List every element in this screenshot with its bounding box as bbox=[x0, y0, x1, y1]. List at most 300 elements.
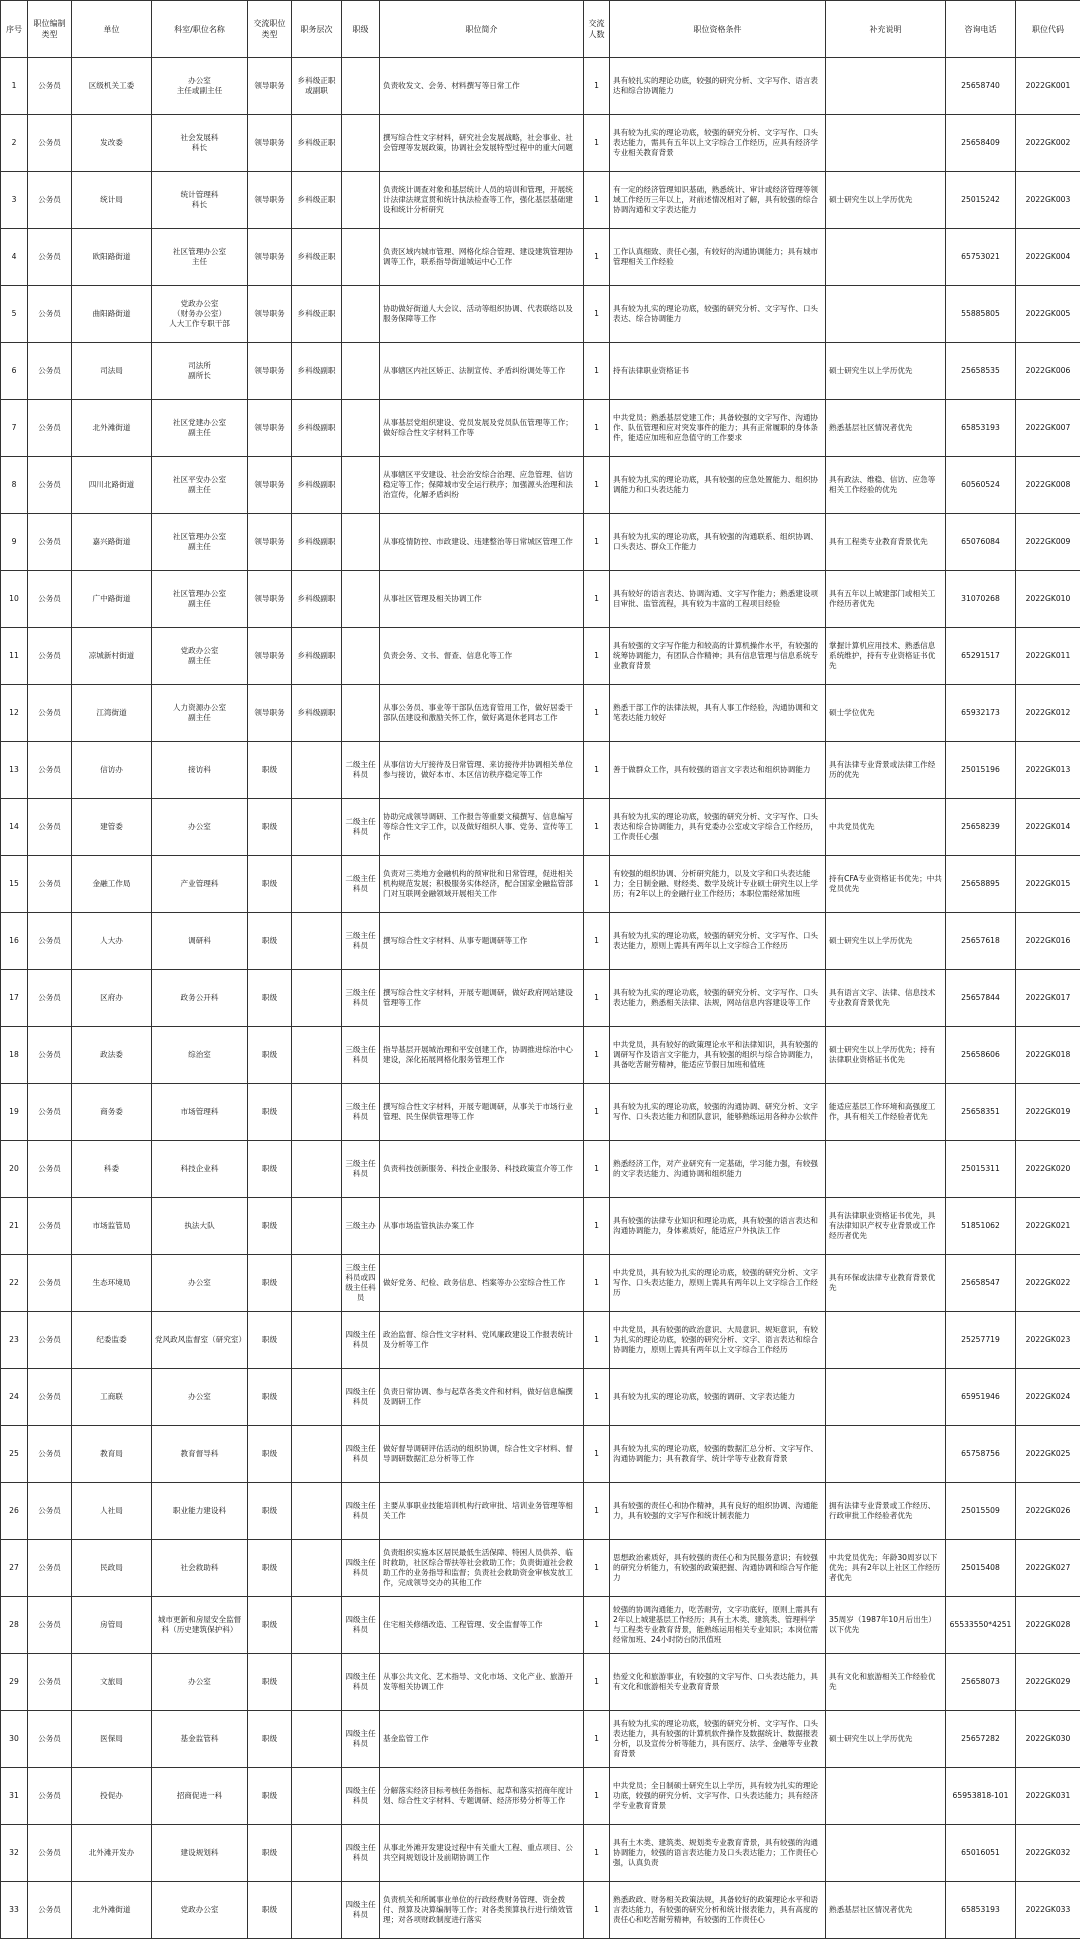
cell-intro: 撰写综合性文字材料，开展专题调研，做好政府网站建设管理等工作 bbox=[380, 970, 584, 1027]
cell-code: 2022GK028 bbox=[1016, 1597, 1080, 1654]
cell-count: 1 bbox=[584, 172, 610, 229]
cell-code: 2022GK015 bbox=[1016, 856, 1080, 913]
cell-post-type: 职级 bbox=[248, 1141, 292, 1198]
cell-post: 党政办公室 副主任 bbox=[152, 628, 248, 685]
table-body bbox=[1, 58, 1080, 1939]
cell-intro: 从事北外滩开发建设过程中有关重大工程、重点项目、公共空间规划设计及前期协调工作 bbox=[380, 1825, 584, 1882]
table-row bbox=[1, 1654, 1080, 1711]
cell-type: 公务员 bbox=[28, 1540, 72, 1597]
cell-phone: 25658895 bbox=[946, 856, 1016, 913]
cell-count: 1 bbox=[584, 856, 610, 913]
cell-unit: 广中路街道 bbox=[72, 571, 152, 628]
cell-level bbox=[292, 1426, 342, 1483]
cell-note: 中共党员优先；年龄30周岁以下优先；具有2年以上社区工作经历者优先 bbox=[826, 1540, 946, 1597]
header-code: 职位代码 bbox=[1016, 1, 1080, 58]
cell-type: 公务员 bbox=[28, 1141, 72, 1198]
cell-phone: 51851062 bbox=[946, 1198, 1016, 1255]
table-row bbox=[1, 1540, 1080, 1597]
cell-grade: 三级主任科员 bbox=[342, 913, 380, 970]
cell-grade: 四级主任科员 bbox=[342, 1825, 380, 1882]
cell-note: 具有文化和旅游相关工作经验优先 bbox=[826, 1654, 946, 1711]
cell-intro: 负责对三类地方金融机构的预审批和日常管理，促进相关机构规范发展；积极服务实体经济，配合国家金融监管部门对互联网金融领域开展相关工作 bbox=[380, 856, 584, 913]
cell-code: 2022GK025 bbox=[1016, 1426, 1080, 1483]
cell-phone: 25657844 bbox=[946, 970, 1016, 1027]
cell-note: 能适应基层工作环境和高强度工作，具有相关工作经验者优先 bbox=[826, 1084, 946, 1141]
cell-grade: 三级主任科员 bbox=[342, 1084, 380, 1141]
cell-phone: 65016051 bbox=[946, 1825, 1016, 1882]
cell-no: 5 bbox=[1, 286, 28, 343]
cell-qual: 熟悉干部工作的法律法规，具有人事工作经验，沟通协调和文笔表达能力较好 bbox=[610, 685, 826, 742]
cell-grade: 四级主任科员 bbox=[342, 1654, 380, 1711]
cell-unit: 区府办 bbox=[72, 970, 152, 1027]
cell-phone: 65932173 bbox=[946, 685, 1016, 742]
cell-qual: 具有土木类、建筑类、规划类专业教育背景，具有较强的沟通协调能力，较强的语言表达能力及口头表达能力；工作责任心强，认真负责 bbox=[610, 1825, 826, 1882]
cell-post-type: 领导职务 bbox=[248, 172, 292, 229]
cell-qual: 具有较为扎实的理论功底，具有较强的沟通联系、组织协调、口头表达、群众工作能力 bbox=[610, 514, 826, 571]
cell-unit: 民政局 bbox=[72, 1540, 152, 1597]
cell-grade bbox=[342, 514, 380, 571]
cell-type: 公务员 bbox=[28, 1369, 72, 1426]
cell-level: 乡科级副职 bbox=[292, 400, 342, 457]
cell-grade bbox=[342, 58, 380, 115]
cell-post-type: 领导职务 bbox=[248, 343, 292, 400]
cell-count: 1 bbox=[584, 628, 610, 685]
cell-post: 办公室 主任或副主任 bbox=[152, 58, 248, 115]
cell-note: 具有法律专业背景或法律工作经历的优先 bbox=[826, 742, 946, 799]
cell-post-type: 职级 bbox=[248, 1483, 292, 1540]
cell-unit: 北外滩街道 bbox=[72, 1882, 152, 1939]
cell-no: 25 bbox=[1, 1426, 28, 1483]
cell-type: 公务员 bbox=[28, 1768, 72, 1825]
cell-level bbox=[292, 856, 342, 913]
cell-no: 4 bbox=[1, 229, 28, 286]
cell-level bbox=[292, 1654, 342, 1711]
cell-type: 公务员 bbox=[28, 1084, 72, 1141]
cell-grade: 三级主任科员 bbox=[342, 1141, 380, 1198]
cell-no: 24 bbox=[1, 1369, 28, 1426]
cell-post: 社区管理办公室 副主任 bbox=[152, 514, 248, 571]
table-row bbox=[1, 1027, 1080, 1084]
cell-no: 20 bbox=[1, 1141, 28, 1198]
cell-phone: 31070268 bbox=[946, 571, 1016, 628]
cell-post: 接访科 bbox=[152, 742, 248, 799]
table-row bbox=[1, 115, 1080, 172]
cell-note: 拥有法律专业背景或工作经历、行政审批工作经验者优先 bbox=[826, 1483, 946, 1540]
cell-intro: 从事基层党组织建设、党员发展及党员队伍管理等工作；做好综合性文字材料工作等 bbox=[380, 400, 584, 457]
cell-type: 公务员 bbox=[28, 1483, 72, 1540]
cell-note: 硕士研究生以上学历优先 bbox=[826, 343, 946, 400]
cell-count: 1 bbox=[584, 1369, 610, 1426]
cell-unit: 建管委 bbox=[72, 799, 152, 856]
cell-qual: 具有较强的法律专业知识和理论功底，具有较强的语言表达和沟通协调能力，身体素质好，能适应户外执法工作 bbox=[610, 1198, 826, 1255]
header-count: 交流人数 bbox=[584, 1, 610, 58]
cell-qual: 中共党员，具有较好的政策理论水平和法律知识，具有较强的调研写作及语言文字能力，具有较强的组织与综合协调能力，具备吃苦耐劳精神，能适应节假日加班和值班 bbox=[610, 1027, 826, 1084]
cell-post: 科技企业科 bbox=[152, 1141, 248, 1198]
cell-type: 公务员 bbox=[28, 172, 72, 229]
cell-unit: 四川北路街道 bbox=[72, 457, 152, 514]
cell-post-type: 领导职务 bbox=[248, 400, 292, 457]
cell-qual: 持有法律职业资格证书 bbox=[610, 343, 826, 400]
table-row bbox=[1, 1198, 1080, 1255]
cell-code: 2022GK017 bbox=[1016, 970, 1080, 1027]
cell-phone: 65533550*4251 bbox=[946, 1597, 1016, 1654]
cell-note bbox=[826, 115, 946, 172]
cell-phone: 25015408 bbox=[946, 1540, 1016, 1597]
cell-code: 2022GK026 bbox=[1016, 1483, 1080, 1540]
cell-note: 具有语言文字、法律、信息技术专业教育背景优先 bbox=[826, 970, 946, 1027]
cell-no: 18 bbox=[1, 1027, 28, 1084]
cell-qual: 具有较为扎实的理论功底，较强的研究分析、文字写作、口头表达、综合协调能力 bbox=[610, 286, 826, 343]
cell-grade: 二级主任科员 bbox=[342, 799, 380, 856]
cell-qual: 具有较强的责任心和协作精神，具有良好的组织协调、沟通能力，具有较强的文字写作和统计制表能力 bbox=[610, 1483, 826, 1540]
cell-grade: 二级主任科员 bbox=[342, 742, 380, 799]
cell-count: 1 bbox=[584, 1084, 610, 1141]
cell-unit: 嘉兴路街道 bbox=[72, 514, 152, 571]
cell-unit: 信访办 bbox=[72, 742, 152, 799]
cell-phone: 65853193 bbox=[946, 1882, 1016, 1939]
cell-no: 13 bbox=[1, 742, 28, 799]
cell-code: 2022GK021 bbox=[1016, 1198, 1080, 1255]
cell-no: 16 bbox=[1, 913, 28, 970]
cell-count: 1 bbox=[584, 1540, 610, 1597]
cell-code: 2022GK031 bbox=[1016, 1768, 1080, 1825]
cell-note: 掌握计算机应用技术、熟悉信息系统维护，持有专业资格证书优先 bbox=[826, 628, 946, 685]
table-row bbox=[1, 1426, 1080, 1483]
cell-post: 办公室 bbox=[152, 799, 248, 856]
cell-phone: 25015509 bbox=[946, 1483, 1016, 1540]
cell-qual: 具有较为扎实的理论功底，较强的研究分析、文字写作、口头表达能力，需具有五年以上文字综合工作经历，应具有经济学专业相关教育背景 bbox=[610, 115, 826, 172]
cell-no: 29 bbox=[1, 1654, 28, 1711]
cell-post-type: 职级 bbox=[248, 1711, 292, 1768]
cell-count: 1 bbox=[584, 457, 610, 514]
cell-grade bbox=[342, 286, 380, 343]
header-qual: 职位资格条件 bbox=[610, 1, 826, 58]
cell-note: 具有工程类专业教育背景优先 bbox=[826, 514, 946, 571]
cell-count: 1 bbox=[584, 1255, 610, 1312]
cell-post-type: 职级 bbox=[248, 856, 292, 913]
cell-type: 公务员 bbox=[28, 628, 72, 685]
cell-post: 社会发展科 科长 bbox=[152, 115, 248, 172]
cell-level: 乡科级副职 bbox=[292, 571, 342, 628]
cell-count: 1 bbox=[584, 742, 610, 799]
cell-post-type: 职级 bbox=[248, 1597, 292, 1654]
cell-type: 公务员 bbox=[28, 457, 72, 514]
cell-intro: 从事信访大厅接待及日常管理、来访接待并协调相关单位参与接访，做好本市、本区信访秩序稳定等工作 bbox=[380, 742, 584, 799]
cell-level: 乡科级副职 bbox=[292, 457, 342, 514]
cell-grade: 二级主任科员 bbox=[342, 856, 380, 913]
cell-type: 公务员 bbox=[28, 1426, 72, 1483]
cell-post-type: 领导职务 bbox=[248, 514, 292, 571]
cell-type: 公务员 bbox=[28, 913, 72, 970]
header-grade: 职级 bbox=[342, 1, 380, 58]
cell-code: 2022GK007 bbox=[1016, 400, 1080, 457]
cell-post: 统计管理科 科长 bbox=[152, 172, 248, 229]
table-row bbox=[1, 1825, 1080, 1882]
cell-no: 26 bbox=[1, 1483, 28, 1540]
header-type: 职位编制类型 bbox=[28, 1, 72, 58]
cell-grade: 四级主任科员 bbox=[342, 1711, 380, 1768]
cell-level: 乡科级副职 bbox=[292, 685, 342, 742]
cell-phone: 65953818-101 bbox=[946, 1768, 1016, 1825]
cell-post-type: 领导职务 bbox=[248, 229, 292, 286]
cell-qual: 具有较为扎实的理论功底，较强的研究分析、文字写作、口头表达能力，熟悉相关法律、法规，网站信息内容建设等工作 bbox=[610, 970, 826, 1027]
header-note: 补充说明 bbox=[826, 1, 946, 58]
cell-intro: 主要从事职业技能培训机构行政审批、培训业务管理等相关工作 bbox=[380, 1483, 584, 1540]
cell-qual: 熟悉政政、财务相关政策法规，具备较好的政策理论水平和语言表达能力，有较强的研究分析和统计报表能力，具有高度的责任心和吃苦耐劳精神，有较强的工作责任心 bbox=[610, 1882, 826, 1939]
table-row bbox=[1, 856, 1080, 913]
cell-level bbox=[292, 1882, 342, 1939]
cell-intro: 政治监督、综合性文字材料、党风廉政建设工作报表统计及分析等工作 bbox=[380, 1312, 584, 1369]
header-post: 科室/职位名称 bbox=[152, 1, 248, 58]
cell-count: 1 bbox=[584, 1483, 610, 1540]
cell-count: 1 bbox=[584, 913, 610, 970]
cell-grade: 四级主任科员 bbox=[342, 1882, 380, 1939]
cell-qual: 具有较为扎实的理论功底，较强的研究分析、文字写作、口头表达能力，原则上需具有两年以上文字综合工作经历 bbox=[610, 913, 826, 970]
cell-no: 32 bbox=[1, 1825, 28, 1882]
cell-level bbox=[292, 1255, 342, 1312]
cell-post: 综治室 bbox=[152, 1027, 248, 1084]
cell-intro: 负责区域内城市管理、网格化综合管理、建设建筑管理协调等工作，联系指导街道城运中心工作 bbox=[380, 229, 584, 286]
cell-post-type: 职级 bbox=[248, 1312, 292, 1369]
cell-post: 市场管理科 bbox=[152, 1084, 248, 1141]
cell-intro: 负责日常协调、参与起草各类文件和材料，做好信息编撰及调研工作 bbox=[380, 1369, 584, 1426]
cell-level bbox=[292, 799, 342, 856]
cell-post: 社区党建办公室 副主任 bbox=[152, 400, 248, 457]
cell-phone: 25658073 bbox=[946, 1654, 1016, 1711]
cell-unit: 投促办 bbox=[72, 1768, 152, 1825]
cell-post: 办公室 bbox=[152, 1654, 248, 1711]
cell-intro: 协助做好街道人大会议、活动等组织协调、代表联络以及服务保障等工作 bbox=[380, 286, 584, 343]
cell-no: 3 bbox=[1, 172, 28, 229]
cell-type: 公务员 bbox=[28, 799, 72, 856]
cell-unit: 欧阳路街道 bbox=[72, 229, 152, 286]
cell-post-type: 领导职务 bbox=[248, 685, 292, 742]
table-row bbox=[1, 1255, 1080, 1312]
cell-code: 2022GK029 bbox=[1016, 1654, 1080, 1711]
table-row bbox=[1, 1711, 1080, 1768]
cell-no: 10 bbox=[1, 571, 28, 628]
cell-level: 乡科级副职 bbox=[292, 628, 342, 685]
cell-phone: 65291517 bbox=[946, 628, 1016, 685]
cell-level bbox=[292, 1483, 342, 1540]
cell-qual: 思想政治素质好，具有较强的责任心和为民服务意识；有较强的研究分析能力，有较强的政策把握、沟通协调和综合写作能力 bbox=[610, 1540, 826, 1597]
cell-intro: 基金监管工作 bbox=[380, 1711, 584, 1768]
cell-code: 2022GK008 bbox=[1016, 457, 1080, 514]
cell-post: 职业能力建设科 bbox=[152, 1483, 248, 1540]
cell-phone: 25658547 bbox=[946, 1255, 1016, 1312]
cell-qual: 热爱文化和旅游事业，有较强的文字写作、口头表达能力，具有文化和旅游相关专业教育背景 bbox=[610, 1654, 826, 1711]
cell-note: 具有法律职业资格证书优先，具有法律知识产权专业背景或工作经历者优先 bbox=[826, 1198, 946, 1255]
cell-post-type: 职级 bbox=[248, 1540, 292, 1597]
cell-post: 办公室 bbox=[152, 1369, 248, 1426]
cell-unit: 医保局 bbox=[72, 1711, 152, 1768]
cell-qual: 较强的协调沟通能力，吃苦耐劳，文字功底好，原则上需具有2年以上城建基层工作经历；具有土木类、建筑类、管理科学与工程类专业教育背景，能熟练运用相关专业知识；本岗位需经常加班、24小时防台防汛值班 bbox=[610, 1597, 826, 1654]
table-row bbox=[1, 514, 1080, 571]
cell-phone: 65076084 bbox=[946, 514, 1016, 571]
cell-grade: 三级主任科员 bbox=[342, 970, 380, 1027]
cell-level bbox=[292, 1084, 342, 1141]
table-row bbox=[1, 1483, 1080, 1540]
cell-phone: 25658351 bbox=[946, 1084, 1016, 1141]
cell-type: 公务员 bbox=[28, 1198, 72, 1255]
cell-intro: 协助完成领导调研、工作报告等重要文稿撰写、信息编写等综合性文字工作，以及做好组织人事、党务、宣传等工作 bbox=[380, 799, 584, 856]
cell-code: 2022GK032 bbox=[1016, 1825, 1080, 1882]
cell-count: 1 bbox=[584, 799, 610, 856]
cell-intro: 做好督导调研评估活动的组织协调，综合性文字材料、督导调研数据汇总分析等工作 bbox=[380, 1426, 584, 1483]
cell-unit: 北外滩开发办 bbox=[72, 1825, 152, 1882]
cell-intro: 撰写综合性文字材料、从事专题调研等工作 bbox=[380, 913, 584, 970]
cell-note: 熟悉基层社区情况者优先 bbox=[826, 400, 946, 457]
cell-note: 具有政法、维稳、信访、应急等相关工作经验的优先 bbox=[826, 457, 946, 514]
cell-note bbox=[826, 1141, 946, 1198]
cell-grade: 三级主办 bbox=[342, 1198, 380, 1255]
cell-code: 2022GK010 bbox=[1016, 571, 1080, 628]
cell-count: 1 bbox=[584, 1597, 610, 1654]
cell-qual: 具有较为扎实的理论功底，较强的调研、文字表达能力 bbox=[610, 1369, 826, 1426]
cell-qual: 有一定的经济管理知识基础，熟悉统计、审计或经济管理等领域工作经历三年以上，对前述情况相对了解，具有较强的综合协调沟通和文字表达能力 bbox=[610, 172, 826, 229]
cell-intro: 从事疫情防控、市政建设、违建整治等日常城区管理工作 bbox=[380, 514, 584, 571]
cell-post: 党政办公室 bbox=[152, 1882, 248, 1939]
cell-phone: 25658239 bbox=[946, 799, 1016, 856]
cell-no: 1 bbox=[1, 58, 28, 115]
cell-intro: 从事社区管理及相关协调工作 bbox=[380, 571, 584, 628]
cell-unit: 教育局 bbox=[72, 1426, 152, 1483]
cell-level bbox=[292, 1027, 342, 1084]
cell-level: 乡科级正职 bbox=[292, 229, 342, 286]
cell-post-type: 职级 bbox=[248, 1084, 292, 1141]
cell-phone: 25657282 bbox=[946, 1711, 1016, 1768]
cell-post: 司法所 副所长 bbox=[152, 343, 248, 400]
cell-qual: 中共党员，具有较强的政治意识、大局意识、规矩意识，有较为扎实的理论功底，较强的研究分析、文字、语言表达和综合协调能力，原则上需具有两年以上文字综合工作经历 bbox=[610, 1312, 826, 1369]
cell-code: 2022GK002 bbox=[1016, 115, 1080, 172]
cell-unit: 曲阳路街道 bbox=[72, 286, 152, 343]
cell-note: 具有五年以上城建部门或相关工作经历者优先 bbox=[826, 571, 946, 628]
cell-post: 执法大队 bbox=[152, 1198, 248, 1255]
cell-grade bbox=[342, 571, 380, 628]
cell-phone: 25658535 bbox=[946, 343, 1016, 400]
cell-count: 1 bbox=[584, 571, 610, 628]
cell-qual: 具有较为扎实的理论功底，具有较强的应急处置能力、组织协调能力和口头表达能力 bbox=[610, 457, 826, 514]
cell-post-type: 职级 bbox=[248, 1369, 292, 1426]
cell-level: 乡科级副职 bbox=[292, 343, 342, 400]
cell-qual: 具有较扎实的理论功底，较强的研究分析、文字写作、语言表达和综合协调能力 bbox=[610, 58, 826, 115]
cell-phone: 25257719 bbox=[946, 1312, 1016, 1369]
table-row bbox=[1, 913, 1080, 970]
cell-post: 办公室 bbox=[152, 1255, 248, 1312]
cell-phone: 60560524 bbox=[946, 457, 1016, 514]
cell-level bbox=[292, 1768, 342, 1825]
cell-note: 35周岁（1987年10月后出生）以下优先 bbox=[826, 1597, 946, 1654]
cell-grade bbox=[342, 229, 380, 286]
cell-type: 公务员 bbox=[28, 400, 72, 457]
cell-no: 30 bbox=[1, 1711, 28, 1768]
cell-post-type: 领导职务 bbox=[248, 571, 292, 628]
table-row bbox=[1, 1882, 1080, 1939]
cell-qual: 中共党员，具有较为扎实的理论功底，较强的研究分析、文字写作、口头表达能力，原则上需具有两年以上文字综合工作经历 bbox=[610, 1255, 826, 1312]
cell-post: 城市更新和房屋安全监督科（历史建筑保护科） bbox=[152, 1597, 248, 1654]
cell-grade: 三级主任科员 bbox=[342, 1027, 380, 1084]
table-row bbox=[1, 742, 1080, 799]
cell-no: 11 bbox=[1, 628, 28, 685]
header-post-type: 交流职位类型 bbox=[248, 1, 292, 58]
cell-unit: 商务委 bbox=[72, 1084, 152, 1141]
cell-code: 2022GK004 bbox=[1016, 229, 1080, 286]
cell-grade: 四级主任科员 bbox=[342, 1312, 380, 1369]
table-row bbox=[1, 286, 1080, 343]
cell-unit: 区级机关工委 bbox=[72, 58, 152, 115]
cell-count: 1 bbox=[584, 685, 610, 742]
cell-code: 2022GK020 bbox=[1016, 1141, 1080, 1198]
cell-unit: 金融工作局 bbox=[72, 856, 152, 913]
cell-level: 乡科级正职 bbox=[292, 115, 342, 172]
cell-note bbox=[826, 58, 946, 115]
cell-no: 8 bbox=[1, 457, 28, 514]
cell-post: 教育督导科 bbox=[152, 1426, 248, 1483]
cell-unit: 政法委 bbox=[72, 1027, 152, 1084]
cell-post: 社区管理办公室 副主任 bbox=[152, 571, 248, 628]
cell-post-type: 职级 bbox=[248, 1882, 292, 1939]
cell-grade: 四级主任科员 bbox=[342, 1597, 380, 1654]
cell-level: 乡科级正职 bbox=[292, 172, 342, 229]
cell-note: 硕士研究生以上学历优先 bbox=[826, 172, 946, 229]
cell-no: 6 bbox=[1, 343, 28, 400]
cell-post-type: 职级 bbox=[248, 1198, 292, 1255]
cell-qual: 具有较为扎实的理论功底，较强的研究分析、文字写作、口头表达和综合协调能力，具有党委办公室或文字综合工作经历，工作责任心强 bbox=[610, 799, 826, 856]
cell-no: 19 bbox=[1, 1084, 28, 1141]
cell-level: 乡科级正职 bbox=[292, 286, 342, 343]
cell-post-type: 职级 bbox=[248, 1654, 292, 1711]
cell-count: 1 bbox=[584, 1882, 610, 1939]
cell-grade bbox=[342, 343, 380, 400]
cell-grade bbox=[342, 115, 380, 172]
cell-code: 2022GK030 bbox=[1016, 1711, 1080, 1768]
cell-qual: 熟悉经济工作，对产业研究有一定基础，学习能力强，有较强的文字表达能力、沟通协调和组织能力 bbox=[610, 1141, 826, 1198]
cell-level bbox=[292, 1825, 342, 1882]
cell-intro: 指导基层开展城治理和平安创建工作，协调推进综治中心建设，深化拓展网格化服务管理工作 bbox=[380, 1027, 584, 1084]
cell-note: 持有CFA专业资格证书优先；中共党员优先 bbox=[826, 856, 946, 913]
cell-unit: 人社局 bbox=[72, 1483, 152, 1540]
cell-post-type: 领导职务 bbox=[248, 115, 292, 172]
cell-code: 2022GK011 bbox=[1016, 628, 1080, 685]
table-row bbox=[1, 1369, 1080, 1426]
cell-no: 28 bbox=[1, 1597, 28, 1654]
cell-post-type: 职级 bbox=[248, 1255, 292, 1312]
cell-note bbox=[826, 229, 946, 286]
cell-no: 27 bbox=[1, 1540, 28, 1597]
cell-count: 1 bbox=[584, 970, 610, 1027]
cell-code: 2022GK016 bbox=[1016, 913, 1080, 970]
cell-unit: 北外滩街道 bbox=[72, 400, 152, 457]
cell-intro: 负责收发文、会务、材料撰写等日常工作 bbox=[380, 58, 584, 115]
cell-post-type: 职级 bbox=[248, 799, 292, 856]
cell-count: 1 bbox=[584, 343, 610, 400]
cell-code: 2022GK005 bbox=[1016, 286, 1080, 343]
cell-phone: 25015242 bbox=[946, 172, 1016, 229]
cell-qual: 具有较好的语言表达、协调沟通、文字写作能力；熟悉建设项目审批、监管流程，具有较为丰富的工程项目经验 bbox=[610, 571, 826, 628]
cell-post: 党政办公室 （财务办公室） 人大工作专职干部 bbox=[152, 286, 248, 343]
cell-type: 公务员 bbox=[28, 1255, 72, 1312]
table-row bbox=[1, 229, 1080, 286]
cell-code: 2022GK001 bbox=[1016, 58, 1080, 115]
cell-level bbox=[292, 1141, 342, 1198]
cell-post-type: 领导职务 bbox=[248, 628, 292, 685]
table-row bbox=[1, 571, 1080, 628]
cell-type: 公务员 bbox=[28, 343, 72, 400]
cell-type: 公务员 bbox=[28, 1882, 72, 1939]
cell-qual: 具有较为扎实的理论功底，较强的沟通协调、研究分析、文字写作、口头表达能力和团队意识，能够熟练运用各种办公软件 bbox=[610, 1084, 826, 1141]
cell-intro: 从事辖区平安建设、社会治安综合治理、应急管理、信访稳定等工作；保障城市安全运行秩序；加强源头治理和法治宣传，化解矛盾纠纷 bbox=[380, 457, 584, 514]
cell-type: 公务员 bbox=[28, 1654, 72, 1711]
